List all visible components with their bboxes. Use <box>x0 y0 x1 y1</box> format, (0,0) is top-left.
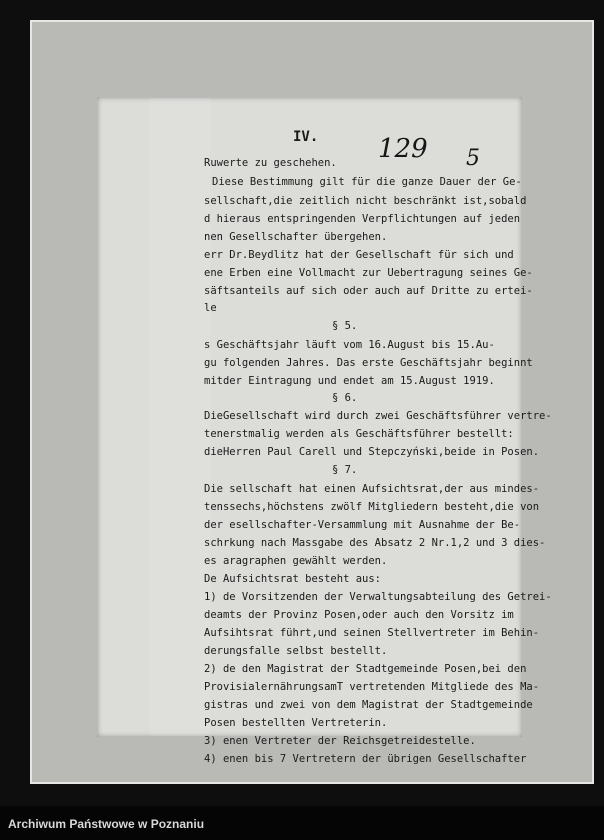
text-line: De Aufsichtsrat besteht aus: <box>204 573 382 585</box>
section-heading: § 5. <box>332 320 358 332</box>
text-line: Diese Bestimmung gilt für die ganze Dauer der Ge- <box>212 176 522 188</box>
text-line: le <box>204 302 217 314</box>
text-line: s Geschäftsjahr läuft vom 16.August bis 15.Au- <box>204 339 495 351</box>
text-line: dieHerren Paul Carell und Stepczyński,beide in Posen. <box>204 446 540 458</box>
text-line: Die sellschaft hat einen Aufsichtsrat,der aus mindes- <box>204 483 540 495</box>
handwritten-page-number: 5 <box>466 146 480 171</box>
text-line: säftsanteils auf sich oder auch auf Dritte zu ertei- <box>204 285 533 297</box>
section-heading: § 7. <box>332 464 358 476</box>
text-line: mitder Eintragung und endet am 15.August 1919. <box>204 375 495 387</box>
section-heading: § 6. <box>332 392 358 404</box>
text-line: der esellschafter-Versammlung mit Ausnahme der Be- <box>204 519 521 531</box>
text-line: 1) de Vorsitzenden der Verwaltungsabteilung des Getrei- <box>204 591 552 603</box>
text-line: DieGesellschaft wird durch zwei Geschäftsführer vertre- <box>204 410 552 422</box>
text-line: es aragraphen gewählt werden. <box>204 555 388 567</box>
text-line: tenerstmalig werden als Geschäftsführer bestellt: <box>204 428 514 440</box>
paper-crease <box>150 98 210 736</box>
text-line: sellschaft,die zeitlich nicht beschränkt ist,sobald <box>204 195 527 207</box>
archive-label: Archiwum Państwowe w Poznaniu <box>8 817 205 831</box>
text-line: gu folgenden Jahres. Das erste Geschäftsjahr beginnt <box>204 357 533 369</box>
text-line: gistras und zwei von dem Magistrat der Stadtgemeinde <box>204 699 533 711</box>
text-line: nen Gesellschafter übergehen. <box>204 231 388 243</box>
text-line: 3) enen Vertreter der Reichsgetreidestelle. <box>204 735 476 747</box>
text-line: derungsfalle selbst bestellt. <box>204 645 388 657</box>
text-line: 2) de den Magistrat der Stadtgemeinde Posen,bei den <box>204 663 527 675</box>
text-line: Ruwerte zu geschehen. <box>204 157 337 169</box>
text-line: ene Erben eine Vollmacht zur Uebertragung seines Ge- <box>204 267 533 279</box>
text-line: d hieraus entspringenden Verpflichtungen auf jeden <box>204 213 521 225</box>
section-marker: IV. <box>293 129 319 145</box>
text-line: err Dr.Beydlitz hat der Gesellschaft für sich und <box>204 249 514 261</box>
text-line: Posen bestellten Vertreterin. <box>204 717 388 729</box>
text-line: Aufsihtsrat führt,und seinen Stellvertreter im Behin- <box>204 627 540 639</box>
text-line: tenssechs,höchstens zwölf Mitgliedern besteht,die von <box>204 501 540 513</box>
text-line: deamts der Provinz Posen,oder auch den Vorsitz im <box>204 609 514 621</box>
text-line: ProvisialernährungsamT vertretenden Mitgliede des Ma- <box>204 681 540 693</box>
text-line: 4) enen bis 7 Vertretern der übrigen Gesellschafter <box>204 753 527 765</box>
handwritten-folio-number: 129 <box>378 134 428 164</box>
text-line: schrkung nach Massgabe des Absatz 2 Nr.1,2 und 3 dies- <box>204 537 546 549</box>
